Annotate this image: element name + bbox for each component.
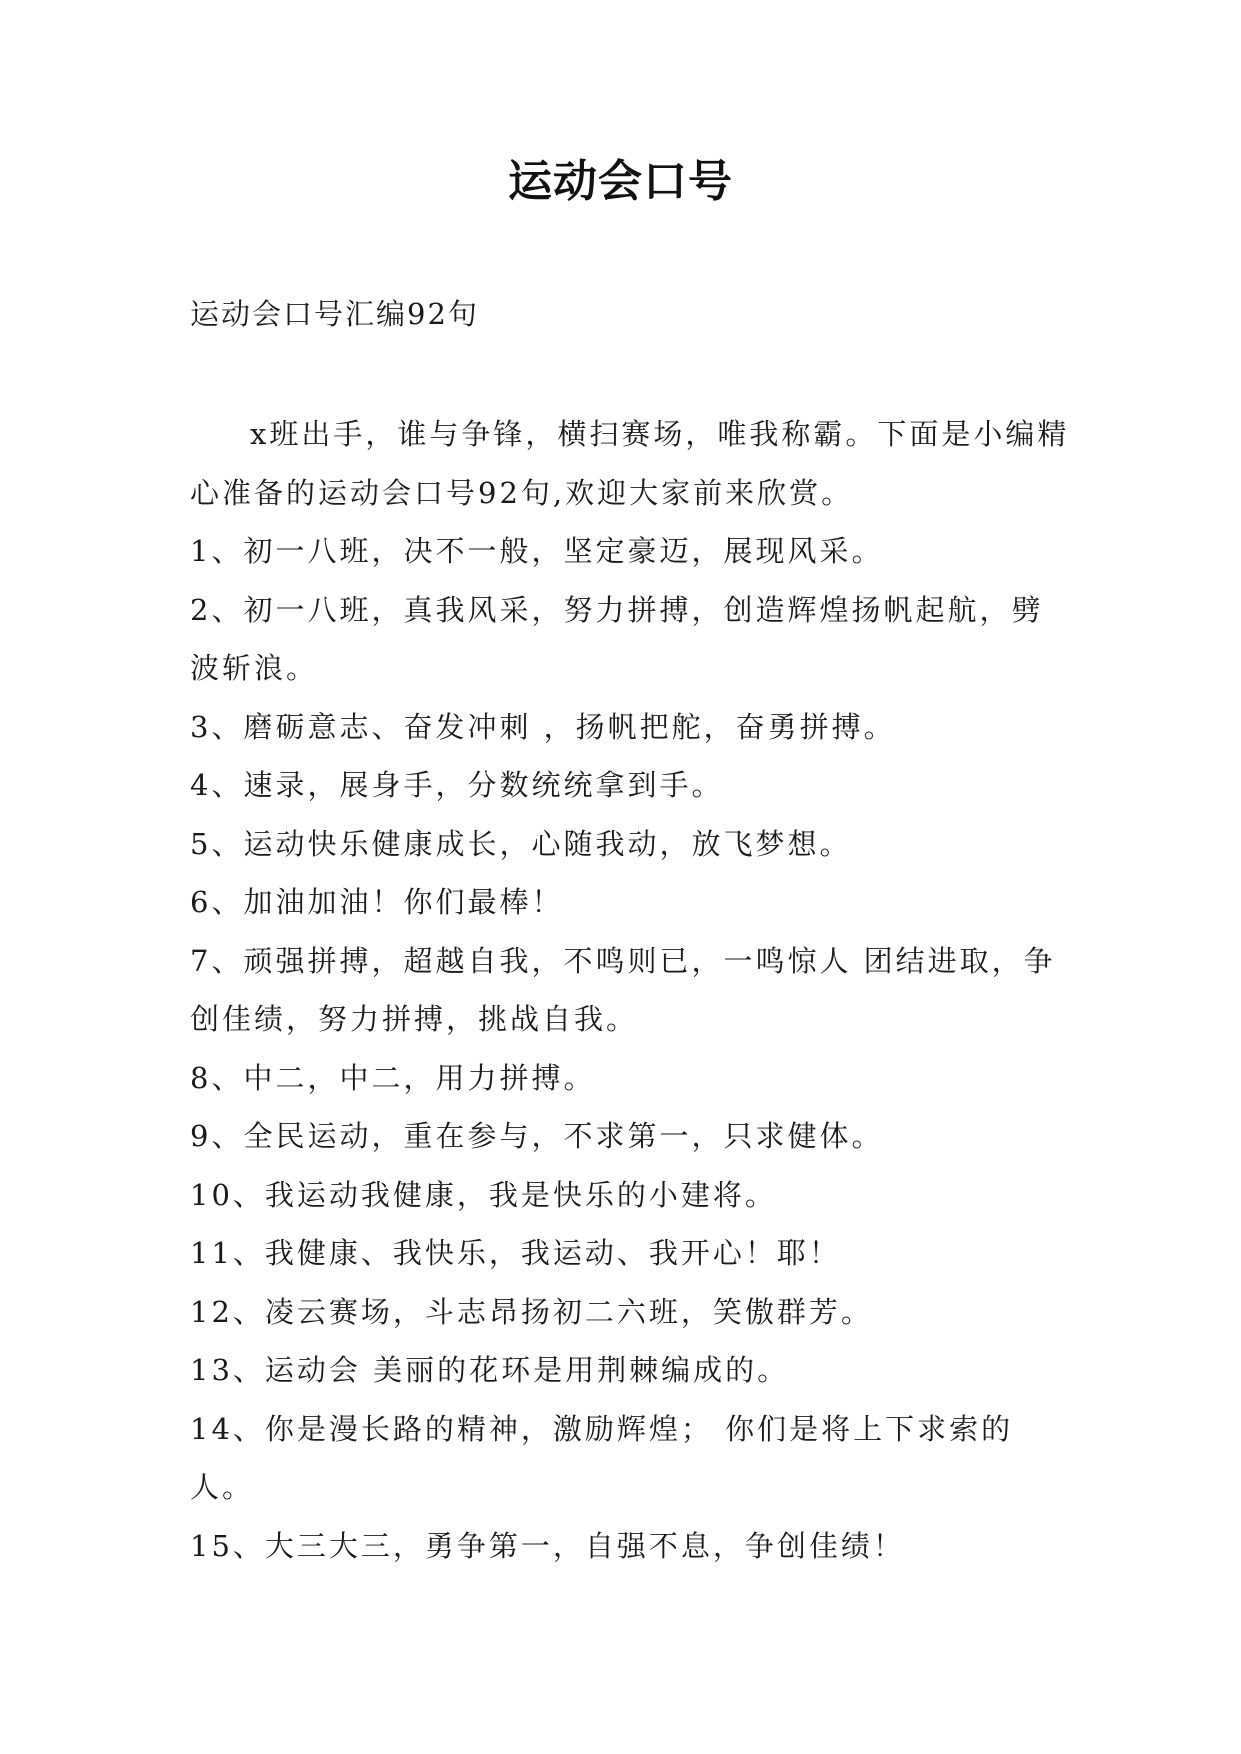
slogan-item-1: 1、初一八班，决不一般，坚定豪迈，展现风采。: [190, 534, 884, 568]
slogan-item-2: 2、初一八班，真我风采，努力拼搏，创造辉煌扬帆起航，劈波斩浪。: [190, 592, 1044, 685]
slogan-item-11: 11、我健康、我快乐，我运动、我开心！耶！: [190, 1236, 841, 1270]
slogan-item-15: 15、大三大三，勇争第一，自强不息，争创佳绩！: [190, 1528, 905, 1563]
slogan-item-14: 14、你是漫长路的精神，激励辉煌； 你们是将上下求索的人。: [190, 1411, 1014, 1504]
slogan-item-13: 13、运动会 美丽的花环是用荆棘编成的。: [190, 1353, 790, 1387]
slogan-item-5: 5、运动快乐健康成长，心随我动，放飞梦想。: [190, 826, 852, 861]
slogan-item-8: 8、中二，中二，用力拼搏。: [190, 1060, 596, 1095]
slogan-item-3: 3、磨砺意志、奋发冲刺 ，扬帆把舵，奋勇拼搏。: [190, 709, 896, 744]
intro-paragraph: x班出手，谁与争锋，横扫赛场，唯我称霸。下面是小编精心准备的运动会口号92句,欢迎大家前来欣赏。: [190, 417, 1070, 510]
document-body: [190, 405, 1070, 1575]
slogan-item-9: 9、全民运动，重在参与，不求第一，只求健体。: [190, 1119, 884, 1153]
document-subtitle: 运动会口号汇编92句: [190, 297, 479, 331]
slogan-item-7: 7、顽强拼搏，超越自我，不鸣则已，一鸣惊人 团结进取，争创佳绩，努力拼搏，挑战自我。: [190, 943, 1056, 1036]
slogan-item-4: 4、速录，展身手，分数统统拿到手。: [190, 768, 724, 802]
slogan-item-10: 10、我运动我健康，我是快乐的小建将。: [190, 1177, 777, 1212]
slogan-item-12: 12、凌云赛场，斗志昂扬初二六班，笑傲群芳。: [190, 1294, 873, 1329]
slogan-item-6: 6、加油加油！你们最棒！: [190, 885, 564, 919]
document-title: 运动会口号: [508, 156, 733, 207]
